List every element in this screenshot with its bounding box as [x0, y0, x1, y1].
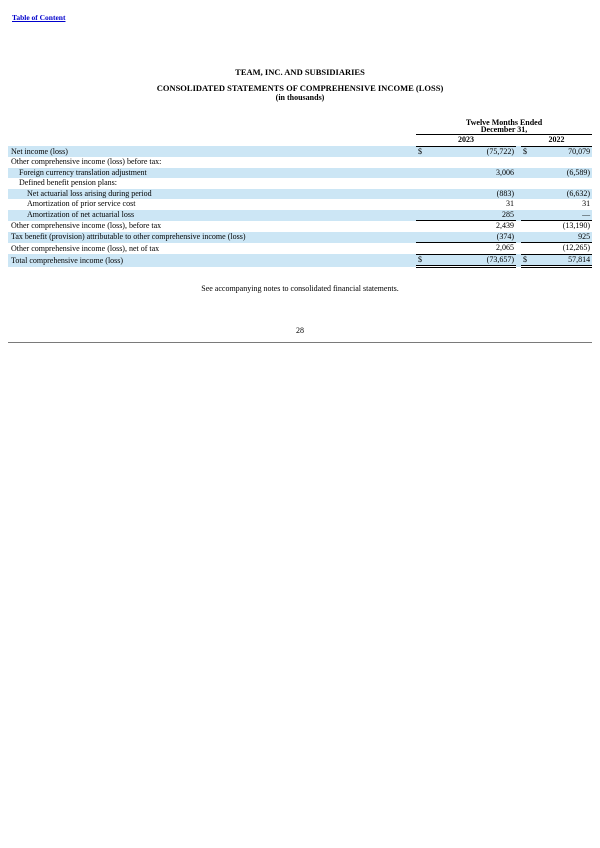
value-2022: [533, 178, 592, 189]
row-label: Net income (loss): [8, 146, 416, 157]
dollar-2023: [416, 178, 428, 189]
row-label: Foreign currency translation adjustment: [8, 168, 416, 179]
year-header-row: [8, 135, 592, 147]
year-column-2023: 2023: [416, 135, 516, 147]
value-2022: (6,589): [533, 168, 592, 179]
table-row: [8, 168, 592, 179]
value-2022: —: [533, 210, 592, 221]
value-2023: (374): [428, 232, 516, 243]
dollar-2023: [416, 210, 428, 221]
dollar-2022: [521, 178, 533, 189]
value-2023: (75,722): [428, 146, 516, 157]
table-of-content-link[interactable]: Table of Content: [12, 13, 66, 22]
period-header-row: [8, 119, 592, 135]
value-2022: 925: [533, 232, 592, 243]
row-label: Tax benefit (provision) attributable to other comprehensive income (loss): [8, 232, 416, 243]
dollar-2023: [416, 157, 428, 168]
row-label: Net actuarial loss arising during period: [8, 189, 416, 200]
dollar-2022: [521, 221, 533, 232]
table-row: [8, 178, 592, 189]
dollar-2023: [416, 199, 428, 210]
table-row: [8, 254, 592, 267]
page-number: 28: [296, 326, 304, 335]
header-spacer: [8, 119, 416, 135]
dollar-2023: [416, 189, 428, 200]
dollar-2022: [521, 199, 533, 210]
table-row: [8, 199, 592, 210]
value-2022: (6,632): [533, 189, 592, 200]
row-label: Other comprehensive income (loss), net of tax: [11, 243, 160, 253]
dollar-2022: [521, 168, 533, 179]
units-note: (in thousands): [275, 93, 325, 102]
value-2022: (12,265): [533, 243, 592, 255]
value-2023: (883): [428, 189, 516, 200]
row-label: Amortization of net actuarial loss: [8, 210, 416, 221]
value-2023: 31: [506, 199, 514, 208]
value-2022: 31: [582, 199, 591, 208]
value-2023: 2,065: [428, 243, 516, 255]
dollar-2022: $: [521, 146, 533, 157]
page-divider: [8, 342, 592, 343]
value-2022: 70,079: [533, 146, 592, 157]
row-label: Defined benefit pension plans:: [19, 178, 117, 187]
dollar-2022: [521, 232, 533, 243]
table-row: [8, 221, 592, 232]
dollar-2023: $: [416, 254, 428, 267]
period-header: [416, 119, 592, 135]
value-2022: (13,190): [562, 221, 591, 230]
statement-title: CONSOLIDATED STATEMENTS OF COMPREHENSIVE INCOME (LOSS): [156, 83, 444, 93]
row-label: Total comprehensive income (loss): [8, 254, 416, 267]
dollar-2022: [521, 189, 533, 200]
table-body: [8, 146, 592, 267]
comprehensive-income-table: [8, 119, 592, 268]
value-2023: [428, 157, 516, 168]
value-2023: (73,657): [428, 254, 516, 267]
dollar-2022: [521, 243, 533, 255]
value-2023: [428, 178, 516, 189]
dollar-2022: [521, 210, 533, 221]
dollar-2023: [416, 221, 428, 232]
period-header-line2: December 31,: [480, 125, 528, 134]
row-label: Other comprehensive income (loss), before tax: [11, 221, 162, 230]
value-2023: 285: [428, 210, 516, 221]
period-header-line1: Twelve Months Ended: [465, 119, 543, 127]
accompanying-notes-text: See accompanying notes to consolidated financial statements.: [201, 284, 399, 293]
value-2023: 3,006: [428, 168, 516, 179]
row-label: Amortization of prior service cost: [27, 199, 136, 208]
table-row: [8, 146, 592, 157]
table-row: [8, 232, 592, 243]
value-2023: 2,439: [496, 221, 514, 230]
dollar-2023: [416, 168, 428, 179]
value-2022: [533, 157, 592, 168]
dollar-2023: [416, 243, 428, 255]
row-label: Other comprehensive income (loss) before tax:: [11, 157, 162, 166]
dollar-2022: [521, 157, 533, 168]
value-2022: 57,814: [533, 254, 592, 267]
table-row: [8, 243, 592, 255]
table-row: [8, 189, 592, 200]
dollar-2022: $: [521, 254, 533, 267]
company-name: TEAM, INC. AND SUBSIDIARIES: [235, 67, 365, 77]
dollar-2023: [416, 232, 428, 243]
table-row: [8, 210, 592, 221]
header-spacer: [8, 135, 416, 147]
table-row: [8, 157, 592, 168]
document-title-block: [0, 0, 600, 102]
year-column-2022: 2022: [521, 135, 592, 147]
dollar-2023: $: [416, 146, 428, 157]
